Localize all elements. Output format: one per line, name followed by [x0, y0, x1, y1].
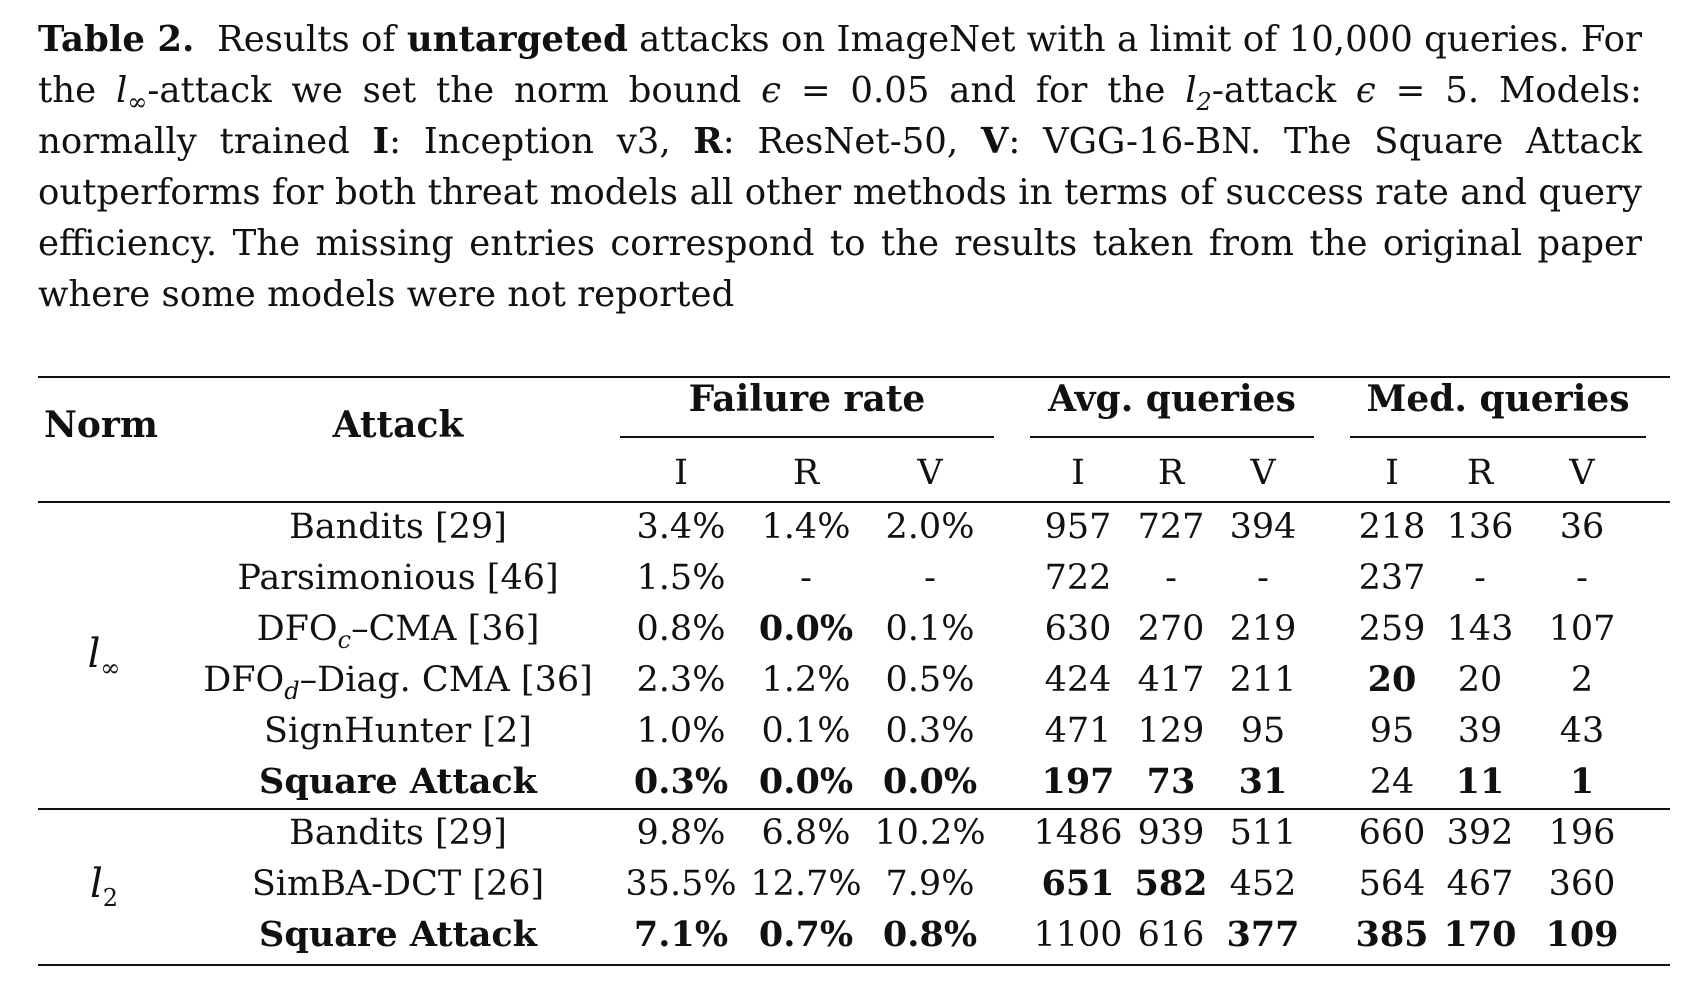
- attack-header: Attack: [332, 404, 464, 446]
- failure-rate-cell: 1.0%: [636, 711, 726, 751]
- model-header-v: V: [1569, 453, 1595, 493]
- model-header-r: R: [1157, 453, 1185, 493]
- caption-emphasis: untargeted: [406, 19, 628, 60]
- failure-rate-cell: 12.7%: [750, 864, 862, 904]
- failure-rate-cell: 0.5%: [885, 660, 975, 700]
- failure-rate-cell: 0.8%: [636, 609, 726, 649]
- attack-name: Parsimonious [46]: [237, 558, 559, 598]
- avg-queries-cell: 630: [1044, 609, 1112, 649]
- avg-queries-cell: 219: [1229, 609, 1297, 649]
- caption-text: : VGG-16-BN. The Square Attack outperforms for both threat models all other methods in terms of success rate and query efficiency. The missing entries correspond to the results taken from the original paper where some models were not reported: [38, 121, 1642, 315]
- med-queries-cell: 237: [1358, 558, 1426, 598]
- med-queries-cell: 360: [1548, 864, 1616, 904]
- avg-queries-cell: 651: [1041, 863, 1115, 904]
- failure-rate-cell: 10.2%: [874, 813, 986, 853]
- avg-queries-cell: 582: [1134, 863, 1208, 904]
- caption-text: : ResNet-50,: [722, 121, 959, 162]
- model-header-r: R: [792, 453, 820, 493]
- failure-rate-cell: 0.0%: [758, 608, 854, 649]
- failure-rate-cell: 1.4%: [761, 507, 851, 547]
- avg-queries-cell: 129: [1137, 711, 1205, 751]
- med-queries-cell: 95: [1369, 711, 1415, 751]
- l2-symbol: $l_2$: [1185, 70, 1212, 117]
- avg-queries-cell: 1100: [1033, 915, 1123, 955]
- failure-rate-cell: -: [800, 558, 812, 598]
- avg-queries-cell: -: [1165, 558, 1177, 598]
- attack-name: SignHunter [2]: [264, 711, 532, 751]
- avg-queries-cell: 95: [1240, 711, 1286, 751]
- failure-rate-cell: 1.2%: [761, 660, 851, 700]
- model-abbrev: I: [372, 121, 390, 162]
- avg-queries-cell: 424: [1044, 660, 1112, 700]
- failure-rate-cell: 1.5%: [636, 558, 726, 598]
- med-queries-cell: 24: [1369, 762, 1415, 802]
- med-queries-cell: 259: [1358, 609, 1426, 649]
- caption-text: = 5. Models: normally trained: [38, 70, 1642, 162]
- avg-queries-cell: 511: [1229, 813, 1297, 853]
- avg-queries-cell: 394: [1229, 507, 1297, 547]
- avg-queries-cell: 417: [1137, 660, 1205, 700]
- table-caption: [38, 14, 1642, 320]
- avg-queries-cell: 270: [1137, 609, 1205, 649]
- model-header-i: I: [1385, 453, 1399, 493]
- norm-header: Norm: [44, 404, 158, 446]
- med-queries-cell: 467: [1446, 864, 1514, 904]
- caption-text: -attack we set the norm bound: [147, 70, 742, 111]
- failure-rate-cell: 7.1%: [633, 914, 729, 955]
- med-queries-underline: [1350, 436, 1646, 438]
- avg-queries-cell: 616: [1137, 915, 1205, 955]
- failure-rate-cell: 9.8%: [636, 813, 726, 853]
- group-rule: [38, 808, 1670, 810]
- attack-name: SimBA-DCT [26]: [251, 864, 545, 904]
- caption-text: = 0.05 and for the: [800, 70, 1166, 111]
- failure-rate-cell: 0.3%: [633, 761, 729, 802]
- model-header-v: V: [917, 453, 943, 493]
- epsilon-symbol: ϵ: [1355, 70, 1376, 111]
- model-header-i: I: [1071, 453, 1085, 493]
- med-queries-cell: 218: [1358, 507, 1426, 547]
- med-queries-cell: 20: [1367, 659, 1417, 700]
- med-queries-cell: 2: [1570, 660, 1594, 700]
- med-queries-cell: -: [1576, 558, 1588, 598]
- model-header-r: R: [1466, 453, 1494, 493]
- med-queries-header: Med. queries: [1366, 378, 1630, 420]
- linf-symbol: $l_\infty$: [115, 70, 148, 117]
- failure-rate-cell: 0.1%: [761, 711, 851, 751]
- bottom-rule: [38, 964, 1670, 966]
- model-header-i: I: [674, 453, 688, 493]
- avg-queries-cell: 957: [1044, 507, 1112, 547]
- attack-name: Bandits [29]: [289, 813, 507, 853]
- avg-queries-cell: 73: [1146, 761, 1196, 802]
- failure-rate-cell: 2.3%: [636, 660, 726, 700]
- avg-queries-cell: 1486: [1033, 813, 1123, 853]
- norm-label: $l_\infty$: [87, 631, 121, 682]
- model-abbrev: R: [693, 121, 723, 162]
- med-queries-cell: 660: [1358, 813, 1426, 853]
- failure-rate-cell: 6.8%: [761, 813, 851, 853]
- med-queries-cell: 170: [1443, 914, 1517, 955]
- model-abbrev: V: [980, 121, 1009, 162]
- med-queries-cell: 43: [1559, 711, 1605, 751]
- failure-rate-cell: -: [924, 558, 936, 598]
- attack-name: $DFO_c$–CMA [36]: [256, 609, 540, 654]
- med-queries-cell: 1: [1569, 761, 1595, 802]
- failure-rate-cell: 3.4%: [636, 507, 726, 547]
- model-header-v: V: [1250, 453, 1276, 493]
- avg-queries-cell: 31: [1238, 761, 1288, 802]
- med-queries-cell: 143: [1446, 609, 1514, 649]
- norm-label: $l_2$: [89, 860, 119, 912]
- med-queries-cell: 385: [1355, 914, 1429, 955]
- med-queries-cell: 109: [1545, 914, 1619, 955]
- failure-rate-cell: 35.5%: [625, 864, 737, 904]
- attack-name: $DFO_d$–Diag. CMA [36]: [203, 660, 593, 705]
- med-queries-cell: 392: [1446, 813, 1514, 853]
- med-queries-cell: 20: [1457, 660, 1503, 700]
- failure-rate-underline: [620, 436, 994, 438]
- med-queries-cell: 136: [1446, 507, 1514, 547]
- avg-queries-header: Avg. queries: [1048, 378, 1296, 420]
- med-queries-cell: 11: [1455, 761, 1505, 802]
- table-label: Table 2.: [38, 19, 195, 60]
- med-queries-cell: 196: [1548, 813, 1616, 853]
- failure-rate-header: Failure rate: [688, 378, 926, 420]
- epsilon-symbol: ϵ: [761, 70, 781, 111]
- avg-queries-cell: 939: [1137, 813, 1205, 853]
- failure-rate-cell: 2.0%: [885, 507, 975, 547]
- med-queries-cell: -: [1474, 558, 1486, 598]
- failure-rate-cell: 0.0%: [882, 761, 978, 802]
- failure-rate-cell: 0.1%: [885, 609, 975, 649]
- attack-name: Bandits [29]: [289, 507, 507, 547]
- avg-queries-cell: 211: [1229, 660, 1297, 700]
- caption-text: -attack: [1211, 70, 1337, 111]
- avg-queries-cell: 197: [1041, 761, 1115, 802]
- header-rule: [38, 501, 1670, 503]
- avg-queries-cell: 452: [1229, 864, 1297, 904]
- med-queries-cell: 564: [1358, 864, 1426, 904]
- med-queries-cell: 107: [1548, 609, 1616, 649]
- attack-name: Square Attack: [259, 914, 537, 955]
- avg-queries-cell: 377: [1226, 914, 1300, 955]
- avg-queries-cell: 471: [1044, 711, 1112, 751]
- med-queries-cell: 39: [1457, 711, 1503, 751]
- avg-queries-cell: -: [1257, 558, 1269, 598]
- caption-text: Results of: [217, 19, 396, 60]
- avg-queries-cell: 722: [1044, 558, 1112, 598]
- attack-name: Square Attack: [259, 761, 537, 802]
- failure-rate-cell: 0.3%: [885, 711, 975, 751]
- med-queries-cell: 36: [1559, 507, 1605, 547]
- avg-queries-underline: [1030, 436, 1314, 438]
- avg-queries-cell: 727: [1137, 507, 1205, 547]
- failure-rate-cell: 0.8%: [882, 914, 978, 955]
- failure-rate-cell: 0.0%: [758, 761, 854, 802]
- caption-text: attacks on ImageNet with a limit of 10,000 queries. For the: [38, 19, 1642, 111]
- failure-rate-cell: 0.7%: [758, 914, 854, 955]
- failure-rate-cell: 7.9%: [885, 864, 975, 904]
- caption-text: : Inception v3,: [389, 121, 671, 162]
